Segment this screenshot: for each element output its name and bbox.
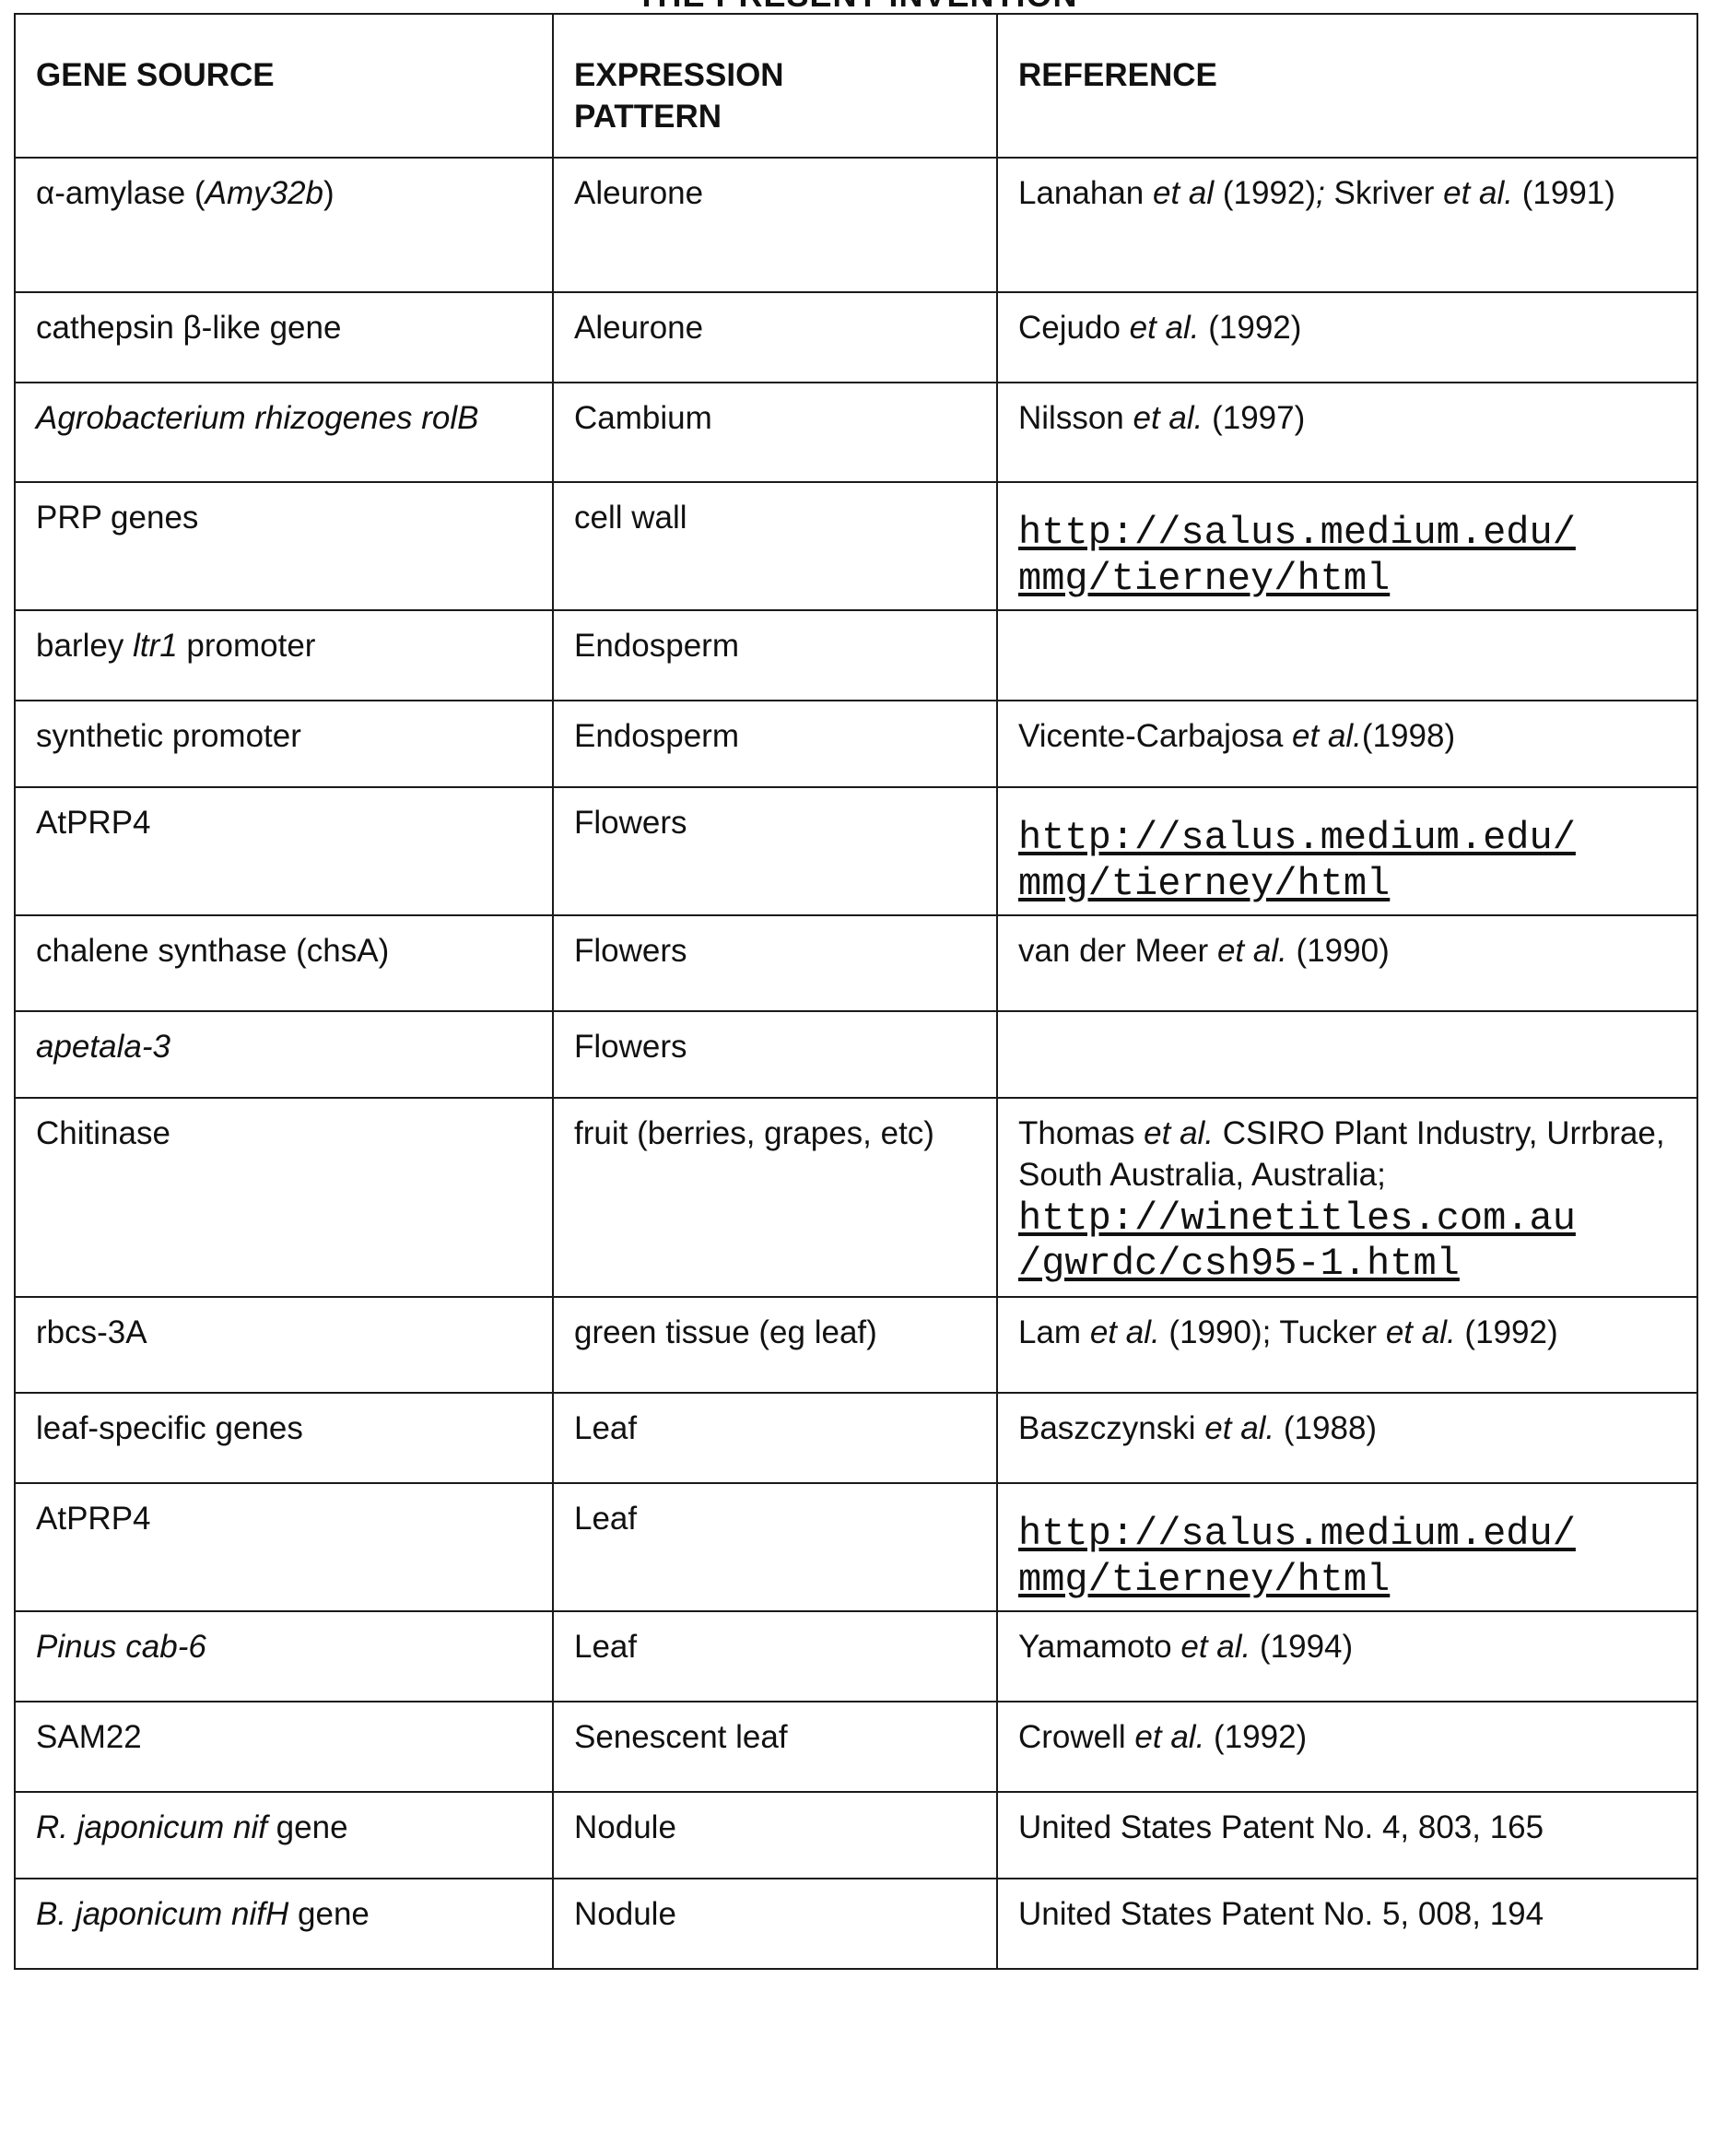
reference-cell bbox=[997, 158, 1697, 292]
cell-text-segment: Thomas bbox=[1018, 1115, 1144, 1151]
cell-text-segment: et al. bbox=[1133, 400, 1203, 436]
expression-pattern-text: Flowers bbox=[574, 805, 687, 841]
cell-text-segment: R. japonicum nif bbox=[36, 1809, 267, 1845]
gene-source-cell bbox=[15, 787, 553, 915]
table-body bbox=[15, 158, 1697, 1969]
cell-text-segment: (1994) bbox=[1250, 1629, 1353, 1665]
gene-source-cell bbox=[15, 1011, 553, 1098]
header-gene-source-label: GENE SOURCE bbox=[36, 57, 275, 93]
reference-cell bbox=[997, 482, 1697, 610]
cell-text-segment: (1988) bbox=[1274, 1410, 1377, 1446]
cell-text-segment: (1992) bbox=[1214, 175, 1316, 211]
cell-text-segment: Pinus cab-6 bbox=[36, 1629, 206, 1665]
expression-pattern-text: Endosperm bbox=[574, 628, 739, 664]
table-row bbox=[15, 1393, 1697, 1483]
table-row bbox=[15, 1098, 1697, 1297]
cell-text-segment: PRP genes bbox=[36, 500, 198, 536]
cell-text-segment: (1998) bbox=[1362, 718, 1455, 754]
cell-text-segment: promoter bbox=[178, 628, 316, 664]
cell-text-segment: ; bbox=[1316, 175, 1325, 211]
cell-text-segment: chalene synthase (chsA) bbox=[36, 933, 389, 969]
cell-text-segment: Yamamoto bbox=[1018, 1629, 1180, 1665]
cell-text-segment: et al. bbox=[1130, 310, 1200, 346]
cell-text-segment: cathepsin β-like gene bbox=[36, 310, 341, 346]
table-row bbox=[15, 787, 1697, 915]
gene-source-cell bbox=[15, 1792, 553, 1879]
cell-text-segment: Cejudo bbox=[1018, 310, 1130, 346]
cell-text-segment: gene bbox=[267, 1809, 348, 1845]
expression-pattern-cell bbox=[553, 1879, 997, 1969]
gene-source-cell bbox=[15, 610, 553, 701]
reference-cell bbox=[997, 383, 1697, 482]
table-row bbox=[15, 383, 1697, 482]
expression-pattern-cell bbox=[553, 1702, 997, 1792]
reference-cell bbox=[997, 610, 1697, 701]
expression-pattern-cell bbox=[553, 482, 997, 610]
reference-cell bbox=[997, 1483, 1697, 1611]
table-row bbox=[15, 1611, 1697, 1702]
expression-pattern-cell bbox=[553, 1611, 997, 1702]
expression-pattern-cell bbox=[553, 915, 997, 1011]
header-expression-pattern bbox=[553, 14, 997, 158]
reference-cell bbox=[997, 1792, 1697, 1879]
cell-text-segment: et al bbox=[1153, 175, 1214, 211]
reference-url-link[interactable]: http://salus.medium.edu/ mmg/tierney/html bbox=[1018, 816, 1576, 906]
table-row bbox=[15, 1011, 1697, 1098]
gene-source-cell bbox=[15, 158, 553, 292]
cell-text-segment: et al. bbox=[1180, 1629, 1250, 1665]
cell-text-segment: CSIRO Plant Industry, Urrbrae, South Australia, Australia; bbox=[1018, 1115, 1665, 1193]
reference-cell bbox=[997, 1702, 1697, 1792]
expression-pattern-cell bbox=[553, 610, 997, 701]
cell-text-segment: et al. bbox=[1217, 933, 1287, 969]
cell-text-segment: Skriver bbox=[1325, 175, 1443, 211]
expression-pattern-text: Flowers bbox=[574, 1029, 687, 1065]
table-row bbox=[15, 701, 1697, 787]
cell-text-segment: Nilsson bbox=[1018, 400, 1133, 436]
table-row bbox=[15, 610, 1697, 701]
reference-cell bbox=[997, 1393, 1697, 1483]
cell-text-segment: ) bbox=[323, 175, 335, 211]
cell-text-segment: Chitinase bbox=[36, 1115, 170, 1151]
gene-source-cell bbox=[15, 1297, 553, 1393]
cell-text-segment: Amy32b bbox=[205, 175, 323, 211]
reference-cell bbox=[997, 701, 1697, 787]
cell-text-segment: et al. bbox=[1090, 1314, 1160, 1350]
expression-pattern-text: Senescent leaf bbox=[574, 1719, 788, 1755]
cell-text-segment: AtPRP4 bbox=[36, 1501, 151, 1537]
gene-source-cell bbox=[15, 915, 553, 1011]
table-row bbox=[15, 1879, 1697, 1969]
reference-cell bbox=[997, 292, 1697, 383]
expression-pattern-text: fruit (berries, grapes, etc) bbox=[574, 1115, 934, 1151]
cell-text-segment: (1992) bbox=[1204, 1719, 1307, 1755]
expression-pattern-cell bbox=[553, 1393, 997, 1483]
expression-pattern-cell bbox=[553, 158, 997, 292]
cell-text-segment: et al. bbox=[1144, 1115, 1214, 1151]
gene-source-cell bbox=[15, 292, 553, 383]
header-expression-line2: PATTERN bbox=[574, 99, 722, 135]
cell-text-segment: et al. bbox=[1292, 718, 1362, 754]
expression-pattern-cell bbox=[553, 787, 997, 915]
cell-text-segment: (1992) bbox=[1200, 310, 1302, 346]
reference-url-link[interactable]: http://winetitles.com.au /gwrdc/csh95-1.html bbox=[1018, 1196, 1576, 1287]
reference-cell bbox=[997, 1879, 1697, 1969]
cell-text-segment: et al. bbox=[1386, 1314, 1456, 1350]
cell-text-segment: B. japonicum nifH bbox=[36, 1896, 288, 1932]
expression-pattern-cell bbox=[553, 1098, 997, 1297]
table-row bbox=[15, 915, 1697, 1011]
cell-text-segment: ltr1 bbox=[133, 628, 178, 664]
expression-pattern-cell bbox=[553, 1011, 997, 1098]
cell-text-segment: et al. bbox=[1204, 1410, 1274, 1446]
cell-text-segment: SAM22 bbox=[36, 1719, 142, 1755]
cell-text-segment: United States Patent No. 4, 803, 165 bbox=[1018, 1809, 1544, 1845]
expression-pattern-text: Cambium bbox=[574, 400, 712, 436]
cell-text-segment: Baszczynski bbox=[1018, 1410, 1204, 1446]
expression-pattern-cell bbox=[553, 292, 997, 383]
reference-url-link[interactable]: http://salus.medium.edu/ mmg/tierney/html bbox=[1018, 511, 1576, 601]
gene-source-cell bbox=[15, 1483, 553, 1611]
cell-text-segment: United States Patent No. 5, 008, 194 bbox=[1018, 1896, 1544, 1932]
expression-pattern-text: Aleurone bbox=[574, 310, 703, 346]
cell-text-segment: gene bbox=[288, 1896, 370, 1932]
reference-cell bbox=[997, 915, 1697, 1011]
cell-text-segment: (1991) bbox=[1513, 175, 1615, 211]
gene-source-cell bbox=[15, 1702, 553, 1792]
cell-text-segment: van der Meer bbox=[1018, 933, 1217, 969]
expression-pattern-text: cell wall bbox=[574, 500, 687, 536]
expression-pattern-text: Nodule bbox=[574, 1896, 676, 1932]
cell-text-segment: et al. bbox=[1443, 175, 1513, 211]
cell-text-segment: apetala-3 bbox=[36, 1029, 170, 1065]
cell-text-segment: barley bbox=[36, 628, 133, 664]
table-row bbox=[15, 292, 1697, 383]
gene-source-cell bbox=[15, 1879, 553, 1969]
cell-text-segment: leaf-specific genes bbox=[36, 1410, 303, 1446]
reference-cell bbox=[997, 1297, 1697, 1393]
gene-source-cell bbox=[15, 1393, 553, 1483]
table-row bbox=[15, 158, 1697, 292]
gene-source-cell bbox=[15, 701, 553, 787]
header-reference-label: REFERENCE bbox=[1018, 57, 1217, 93]
expression-pattern-text: Leaf bbox=[574, 1410, 637, 1446]
expression-pattern-cell bbox=[553, 701, 997, 787]
cell-text-segment: (1997) bbox=[1203, 400, 1305, 436]
table-header-row bbox=[15, 14, 1697, 158]
cell-text-segment: (1990); Tucker bbox=[1160, 1314, 1386, 1350]
expression-pattern-text: Endosperm bbox=[574, 718, 739, 754]
gene-source-cell bbox=[15, 1098, 553, 1297]
reference-cell bbox=[997, 787, 1697, 915]
cell-text-segment: Crowell bbox=[1018, 1719, 1134, 1755]
expression-pattern-text: Leaf bbox=[574, 1501, 637, 1537]
cell-text-segment: α-amylase ( bbox=[36, 175, 205, 211]
gene-source-cell bbox=[15, 482, 553, 610]
table-row bbox=[15, 1792, 1697, 1879]
expression-pattern-cell bbox=[553, 383, 997, 482]
reference-cell bbox=[997, 1098, 1697, 1297]
expression-pattern-cell bbox=[553, 1297, 997, 1393]
cell-text-segment: synthetic promoter bbox=[36, 718, 301, 754]
gene-source-cell bbox=[15, 1611, 553, 1702]
expression-pattern-text: Aleurone bbox=[574, 175, 703, 211]
cell-text-segment: Agrobacterium rhizogenes rolB bbox=[36, 400, 479, 436]
header-reference bbox=[997, 14, 1697, 158]
gene-source-cell bbox=[15, 383, 553, 482]
cell-text-segment: Vicente-Carbajosa bbox=[1018, 718, 1292, 754]
expression-pattern-cell bbox=[553, 1483, 997, 1611]
cell-text-segment: Lam bbox=[1018, 1314, 1090, 1350]
gene-expression-table bbox=[14, 13, 1698, 1970]
cell-text-segment: AtPRP4 bbox=[36, 805, 151, 841]
table-row bbox=[15, 1483, 1697, 1611]
reference-cell bbox=[997, 1011, 1697, 1098]
cell-text-segment: et al. bbox=[1134, 1719, 1204, 1755]
table-row bbox=[15, 1297, 1697, 1393]
expression-pattern-cell bbox=[553, 1792, 997, 1879]
table-row bbox=[15, 482, 1697, 610]
table-row bbox=[15, 1702, 1697, 1792]
expression-pattern-text: Flowers bbox=[574, 933, 687, 969]
cell-text-segment: (1990) bbox=[1287, 933, 1390, 969]
reference-cell bbox=[997, 1611, 1697, 1702]
cell-text-segment: (1992) bbox=[1456, 1314, 1558, 1350]
reference-url-link[interactable]: http://salus.medium.edu/ mmg/tierney/html bbox=[1018, 1512, 1576, 1602]
header-gene-source bbox=[15, 14, 553, 158]
expression-pattern-text: Nodule bbox=[574, 1809, 676, 1845]
expression-pattern-text: Leaf bbox=[574, 1629, 637, 1665]
header-expression-line1: EXPRESSION bbox=[574, 57, 784, 93]
expression-pattern-text: green tissue (eg leaf) bbox=[574, 1314, 877, 1350]
cell-text-segment: rbcs-3A bbox=[36, 1314, 147, 1350]
cell-text-segment: Lanahan bbox=[1018, 175, 1153, 211]
